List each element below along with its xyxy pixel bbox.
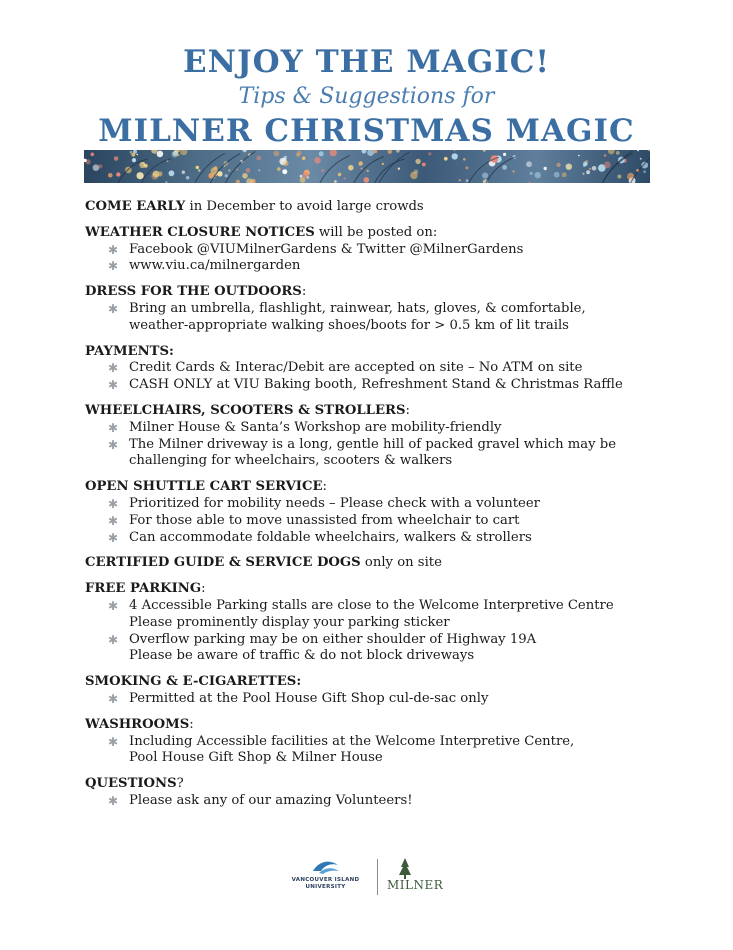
section-heading: FREE PARKING xyxy=(85,581,202,597)
light-dot xyxy=(396,150,400,153)
section-heading-suffix: : xyxy=(189,716,194,732)
light-dot xyxy=(512,170,514,172)
light-dot xyxy=(554,172,560,178)
star-bullet-icon: ✱ xyxy=(108,691,119,706)
light-dot xyxy=(530,172,533,175)
milner-logo xyxy=(385,857,455,897)
light-dot xyxy=(359,161,363,165)
light-dot xyxy=(283,161,289,167)
list-item xyxy=(108,258,685,275)
light-dot xyxy=(131,153,135,157)
light-dot xyxy=(388,150,392,154)
list-item xyxy=(108,530,685,547)
light-dot xyxy=(503,153,506,156)
branch-line xyxy=(375,159,405,183)
light-dot xyxy=(604,154,607,157)
light-dot xyxy=(98,164,102,168)
light-dot xyxy=(422,163,426,167)
light-dot xyxy=(589,168,591,170)
list-item xyxy=(108,437,685,471)
viu-logo-line1: VANCOUVER ISLAND xyxy=(291,877,360,883)
section-heading: WASHROOMS xyxy=(85,716,190,732)
lights-bokeh-image xyxy=(84,150,650,183)
light-dot xyxy=(641,162,648,169)
list-item xyxy=(108,242,685,259)
section-heading: CERTIFIED GUIDE & SERVICE DOGS xyxy=(85,555,361,571)
light-dot xyxy=(108,173,113,178)
light-dot xyxy=(344,178,346,180)
christmas-lights-banner-image xyxy=(84,150,650,183)
light-dot xyxy=(529,182,531,183)
star-bullet-icon: ✱ xyxy=(108,361,119,376)
light-dot xyxy=(151,150,157,154)
star-bullet-icon: ✱ xyxy=(108,259,119,274)
star-bullet-icon: ✱ xyxy=(108,632,119,647)
list-item xyxy=(108,598,685,632)
light-dot xyxy=(307,176,310,179)
star-bullet-icon: ✱ xyxy=(108,734,119,749)
milner-logo-text: MILNER xyxy=(387,878,444,892)
light-dot xyxy=(482,173,488,179)
section-heading: WEATHER CLOSURE NOTICES xyxy=(85,224,315,240)
bullet-list xyxy=(85,598,685,665)
section-heading-line xyxy=(85,344,685,361)
list-item-text: CASH ONLY at VIU Baking booth, Refreshment Stand & Christmas Raffle xyxy=(129,377,623,393)
list-item-text: Pool House Gift Shop & Milner House xyxy=(129,750,383,766)
light-dot xyxy=(410,172,417,179)
light-dot xyxy=(237,169,239,171)
light-dot xyxy=(157,171,162,176)
logo-divider xyxy=(377,859,378,895)
section-heading-suffix: ? xyxy=(176,776,184,792)
list-item-text: Including Accessible facilities at the Welcome Interpretive Centre, xyxy=(129,733,575,749)
tip-section xyxy=(85,674,685,708)
list-item xyxy=(108,632,685,666)
star-bullet-icon: ✱ xyxy=(108,242,119,257)
viu-logo xyxy=(283,857,368,897)
section-heading-line xyxy=(85,284,685,301)
tip-section xyxy=(85,479,685,546)
light-dot xyxy=(242,150,246,152)
list-item xyxy=(108,691,685,708)
light-dot xyxy=(583,173,585,175)
light-dot xyxy=(452,153,458,159)
light-dot xyxy=(93,164,100,171)
section-heading-line xyxy=(85,403,685,420)
bullet-list xyxy=(85,301,685,335)
light-dot xyxy=(338,173,342,177)
list-item-text: Please be aware of traffic & do not block driveways xyxy=(129,648,475,664)
star-bullet-icon: ✱ xyxy=(108,301,119,316)
star-bullet-icon: ✱ xyxy=(108,420,119,435)
list-item-text: Credit Cards & Interac/Debit are accepted on site – No ATM on site xyxy=(129,360,583,376)
section-heading-line xyxy=(85,717,685,734)
section-heading: PAYMENTS: xyxy=(85,343,174,359)
light-dot xyxy=(454,150,456,151)
light-dot xyxy=(256,156,261,161)
light-dot xyxy=(544,167,547,170)
light-dot xyxy=(648,150,650,151)
tip-section xyxy=(85,344,685,394)
list-item xyxy=(108,513,685,530)
light-dot xyxy=(246,168,251,173)
light-dot xyxy=(258,169,260,171)
light-dot xyxy=(321,169,324,172)
list-item-text: Please ask any of our amazing Volunteers! xyxy=(129,792,413,808)
list-item-text: Can accommodate foldable wheelchairs, walkers & strollers xyxy=(129,529,532,545)
viu-logo-line2: UNIVERSITY xyxy=(305,884,346,890)
light-dot xyxy=(617,175,621,179)
light-dot xyxy=(137,172,144,179)
list-item-text: Facebook @VIUMilnerGardens & Twitter @MilnerGardens xyxy=(129,241,524,257)
star-bullet-icon: ✱ xyxy=(108,437,119,452)
light-dot xyxy=(330,150,337,156)
list-item-text: Permitted at the Pool House Gift Shop cul-de-sac only xyxy=(129,690,489,706)
section-heading-line xyxy=(85,479,685,496)
bullet-list xyxy=(85,734,685,768)
light-dot xyxy=(319,151,324,156)
section-heading-suffix: only on site xyxy=(360,555,442,571)
star-bullet-icon: ✱ xyxy=(108,530,119,545)
star-bullet-icon: ✱ xyxy=(108,513,119,528)
light-dot xyxy=(169,170,175,176)
section-heading-suffix: : xyxy=(201,581,206,597)
light-dot xyxy=(483,150,486,152)
list-item-text: weather-appropriate walking shoes/boots for > 0.5 km of lit trails xyxy=(129,317,569,333)
section-heading-suffix: : xyxy=(301,284,307,300)
list-item-text: 4 Accessible Parking stalls are close to the Welcome Interpretive Centre xyxy=(129,597,614,613)
star-bullet-icon: ✱ xyxy=(108,598,119,613)
section-heading: OPEN SHUTTLE CART SERVICE xyxy=(85,479,323,495)
star-bullet-icon: ✱ xyxy=(108,496,119,511)
subtitle-tips: Tips & Suggestions for xyxy=(238,84,495,109)
light-dot xyxy=(608,150,615,154)
light-dot xyxy=(274,151,280,157)
title-enjoy-the-magic: ENJOY THE MAGIC! xyxy=(183,44,550,80)
bullet-list xyxy=(85,420,685,470)
light-dot xyxy=(296,153,300,157)
light-dot xyxy=(578,155,580,157)
light-dot xyxy=(186,176,189,179)
tip-section xyxy=(85,225,685,275)
light-dot xyxy=(157,151,164,158)
list-item xyxy=(108,734,685,768)
light-dot xyxy=(415,159,420,164)
light-dot xyxy=(116,172,120,176)
bullet-list xyxy=(85,496,685,546)
light-dot xyxy=(586,170,590,174)
light-dot xyxy=(535,172,541,178)
tip-section xyxy=(85,581,685,665)
light-dot xyxy=(165,181,167,183)
list-item-text: For those able to move unassisted from wheelchair to cart xyxy=(129,512,520,528)
bullet-list xyxy=(85,242,685,276)
light-dot xyxy=(182,171,185,174)
light-dot xyxy=(463,158,466,161)
light-dot xyxy=(592,166,597,171)
light-dot xyxy=(242,173,248,179)
tip-section xyxy=(85,199,685,216)
section-heading-line xyxy=(85,776,685,793)
light-dot xyxy=(502,165,507,170)
light-dot xyxy=(398,168,400,170)
list-item xyxy=(108,360,685,377)
section-heading: SMOKING & E-CIGARETTES: xyxy=(85,674,302,690)
list-item-text: Overflow parking may be on either shoulder of Highway 19A xyxy=(129,631,537,647)
light-dot xyxy=(180,150,187,155)
light-dot xyxy=(562,172,567,177)
footer-logos xyxy=(283,857,458,897)
light-dot xyxy=(228,169,230,171)
list-item-text: Milner House & Santa’s Workshop are mobility-friendly xyxy=(129,419,502,435)
section-heading-suffix: will be posted on: xyxy=(314,224,438,240)
light-dot xyxy=(637,150,639,151)
light-dot xyxy=(132,158,136,162)
section-heading-suffix: : xyxy=(322,479,327,495)
light-dot xyxy=(300,175,303,178)
list-item xyxy=(108,793,685,810)
light-dot xyxy=(172,151,178,157)
light-dot xyxy=(362,150,367,154)
star-bullet-icon: ✱ xyxy=(108,378,119,393)
list-item xyxy=(108,420,685,437)
light-dot xyxy=(277,167,281,171)
branch-line xyxy=(225,152,255,184)
light-dot xyxy=(130,151,133,154)
light-dot xyxy=(604,161,611,168)
light-dot xyxy=(428,152,431,155)
light-dot xyxy=(139,162,145,168)
light-dot xyxy=(444,157,448,161)
tip-section xyxy=(85,284,685,334)
light-dot xyxy=(136,154,138,156)
tip-section xyxy=(85,776,685,810)
list-item xyxy=(108,301,685,335)
bullet-list xyxy=(85,360,685,394)
section-heading: WHEELCHAIRS, SCOOTERS & STROLLERS xyxy=(85,402,406,418)
light-dot xyxy=(364,177,370,183)
list-item xyxy=(108,377,685,394)
bullet-list xyxy=(85,793,685,810)
light-dot xyxy=(566,164,572,170)
section-heading-suffix: in December to avoid large crowds xyxy=(185,199,424,214)
light-dot xyxy=(198,169,200,171)
tips-list xyxy=(85,199,685,819)
light-dot xyxy=(334,180,337,183)
light-dot xyxy=(361,167,363,169)
star-bullet-icon: ✱ xyxy=(108,793,119,808)
light-dot xyxy=(91,153,95,157)
section-heading: DRESS FOR THE OUTDOORS xyxy=(85,284,302,300)
light-dot xyxy=(616,151,620,155)
bullet-list xyxy=(85,691,685,708)
light-dot xyxy=(459,179,461,181)
tree-icon xyxy=(385,857,425,879)
light-dot xyxy=(114,156,119,161)
list-item-text: Please prominently display your parking sticker xyxy=(129,614,450,630)
section-heading-line xyxy=(85,674,685,691)
light-dot xyxy=(314,157,321,164)
section-heading-line xyxy=(85,581,685,598)
tip-section xyxy=(85,403,685,470)
section-heading-line xyxy=(85,555,685,572)
section-heading: QUESTIONS xyxy=(85,776,177,792)
section-heading-line xyxy=(85,225,685,242)
light-dot xyxy=(643,170,646,173)
light-dot xyxy=(382,163,384,165)
light-dot xyxy=(282,169,287,174)
section-heading: COME EARLY xyxy=(85,199,186,214)
list-item-text: Prioritized for mobility needs – Please check with a volunteer xyxy=(129,495,540,511)
section-heading-line xyxy=(85,199,685,216)
list-item-text: challenging for wheelchairs, scooters & walkers xyxy=(129,453,453,469)
title-milner-christmas-magic: MILNER CHRISTMAS MAGIC xyxy=(98,113,635,149)
light-dot xyxy=(236,180,240,183)
light-dot xyxy=(367,170,369,172)
light-dot xyxy=(585,160,588,163)
list-item-text: The Milner driveway is a long, gentle hill of packed gravel which may be xyxy=(129,436,617,452)
light-dot xyxy=(465,166,468,169)
section-heading-suffix: : xyxy=(405,402,410,418)
tip-section xyxy=(85,555,685,572)
light-dot xyxy=(196,166,199,169)
light-dot xyxy=(300,177,306,183)
light-dot xyxy=(466,179,469,182)
light-dot xyxy=(348,165,354,171)
light-dot xyxy=(246,178,252,183)
light-dot xyxy=(225,174,228,177)
light-dot xyxy=(526,161,532,167)
list-item xyxy=(108,496,685,513)
light-dot xyxy=(367,150,374,156)
tip-section xyxy=(85,717,685,767)
light-dot xyxy=(640,158,642,160)
list-item-text: Bring an umbrella, flashlight, rainwear, hats, gloves, & comfortable, xyxy=(129,300,586,316)
light-dot xyxy=(302,157,305,160)
viu-wave-icon xyxy=(283,857,368,877)
light-dot xyxy=(557,163,561,167)
list-item-text: www.viu.ca/milnergarden xyxy=(129,258,301,274)
